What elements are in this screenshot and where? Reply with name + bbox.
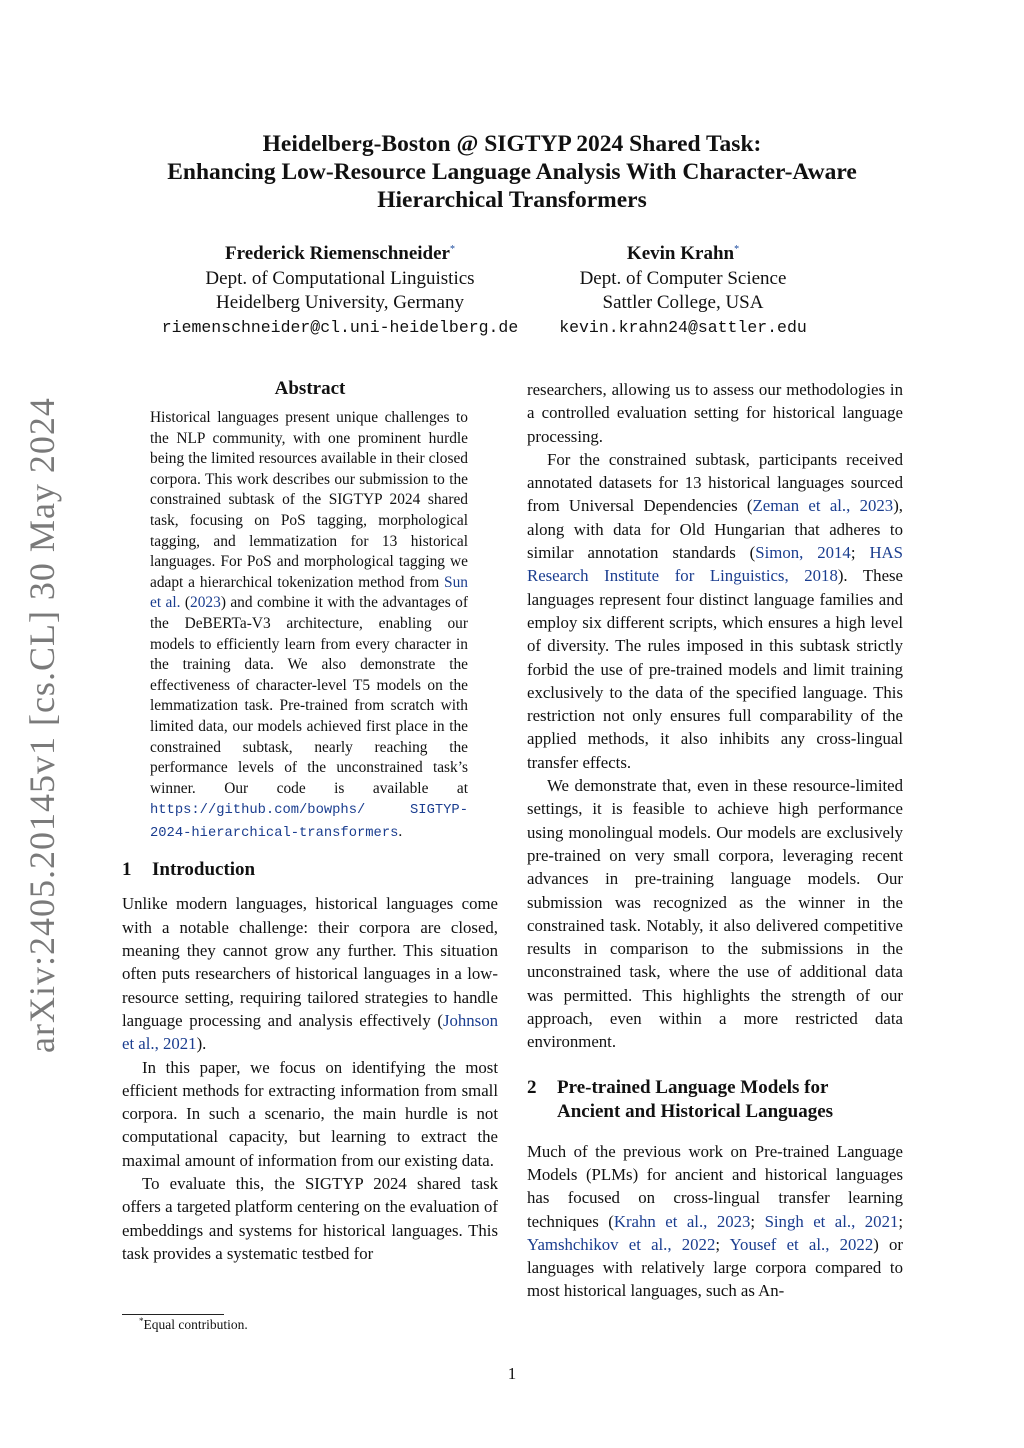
author-affiliation: Heidelberg University, Germany	[216, 292, 464, 313]
section-title	[557, 1076, 833, 1124]
abstract-heading: Abstract	[274, 378, 346, 399]
section-number: 1	[122, 859, 132, 881]
author-block-2	[533, 238, 833, 340]
section-number: 2	[527, 1076, 537, 1098]
footnote	[139, 1316, 248, 1333]
author-dept: Dept. of Computer Science	[579, 267, 787, 289]
section2-body	[527, 1140, 903, 1303]
code-url-link[interactable]: SIGTYP-2024-hierarchical-transformers	[150, 803, 468, 841]
section-heading-plms	[527, 1076, 903, 1124]
citation-link[interactable]: Simon, 2014	[755, 543, 851, 563]
paragraph-text: ;	[715, 1234, 730, 1254]
title-line-1: Heidelberg-Boston @ SIGTYP 2024 Shared Task:	[262, 131, 762, 157]
introduction-body	[122, 892, 498, 1265]
section-heading-introduction	[122, 858, 498, 882]
paragraph	[122, 892, 498, 1055]
abstract-text: .	[398, 822, 403, 840]
title-line-2: Enhancing Low-Resource Language Analysis With Character-Aware	[167, 159, 857, 185]
section-title: Introduction	[152, 859, 256, 881]
abstract-body	[150, 408, 468, 844]
section-title-line: Ancient and Historical Languages	[557, 1100, 834, 1122]
abstract-body-wrap	[122, 408, 498, 844]
paragraph	[527, 448, 903, 774]
left-column	[122, 378, 498, 1265]
citation-link[interactable]: 2023	[190, 594, 221, 612]
abstract-text: (	[180, 594, 191, 612]
abstract-text: Historical languages present unique challenges to the NLP community, with one prominent hurdle being the limited resources available in their closed corpora. This work describes our submission to the constrained subtask of the SIGTYP 2024 shared task, focusing on PoS tagging, morphological tagging, and lemmatization for 13 historical languages. For PoS and morphological tagging we adapt a hierarchical tokenization method from	[150, 409, 468, 591]
code-url-link[interactable]: https://github.com/bowphs/	[150, 803, 366, 819]
title-line-3: Hierarchical Transformers	[377, 187, 647, 213]
citation-link[interactable]: Sun et al.	[150, 573, 468, 612]
equal-contribution-mark[interactable]: *	[449, 244, 455, 255]
paragraph	[527, 1140, 903, 1303]
paragraph-text: ). These languages represent four distinct language families and employ six different scripts, which ensures a high level of diversity. The rules imposed in this subtask strictly forbid the use of pre-trained models and limit training exclusively to the data of the specified language. This restriction not only ensures full comparability of the applied methods, it also inhibits any cross-lingual transfer effects.	[527, 566, 904, 772]
citation-link[interactable]: Johnson et al., 2021	[122, 1010, 498, 1054]
footnote-rule	[122, 1314, 224, 1315]
paragraph: In this paper, we focus on identifying the most efficient methods for extracting information from small corpora. In such a scenario, the main hurdle is not computational capacity, but learning to extract the maximal amount of information from our existing data.	[122, 1057, 498, 1170]
author-name: Frederick Riemenschneider	[225, 243, 450, 264]
paper-title	[0, 130, 1024, 214]
paragraph-text: ;	[850, 543, 870, 563]
author-dept: Dept. of Computational Linguistics	[205, 267, 475, 289]
citation-link[interactable]: HAS Research Institute for Linguistics, 2018	[527, 543, 904, 586]
paragraph: researchers, allowing us to assess our methodologies in a controlled evaluation setting for historical language processing.	[527, 380, 903, 446]
author-email[interactable]: riemenschneider@cl.uni-heidelberg.de	[161, 317, 519, 337]
equal-contribution-mark[interactable]: *	[734, 244, 740, 255]
abstract-text: ) and combine it with the advantages of the DeBERTa-V3 architecture, enabling our models to efficiently learn from every character in the training data. We also demonstrate the effectiveness of character-level T5 models on the lemmatization task. Pre-trained from scratch with limited data, our models achieved first place in the constrained subtask, nearly reaching the performance levels of the unconstrained task’s winner. Our code is available at	[150, 594, 468, 797]
paragraph-text: ).	[196, 1034, 207, 1054]
arxiv-stamp: arXiv:2405.20145v1 [cs.CL] 30 May 2024	[22, 397, 62, 1053]
author-block-1	[140, 238, 540, 340]
paragraph-text: ) or languages with relatively large corpora compared to most historical languages, such as An-	[527, 1234, 903, 1301]
footnote-mark: *	[139, 1316, 144, 1326]
paragraph-text: ;	[750, 1211, 765, 1231]
author-email[interactable]: kevin.krahn24@sattler.edu	[559, 317, 807, 337]
citation-link[interactable]: Yamshchikov et al., 2022	[527, 1234, 716, 1254]
paragraph: We demonstrate that, even in these resource-limited settings, it is feasible to achieve high performance using monolingual models. Our models are exclusively pre-trained on very small corpora, leveraging recent advances in pre-training language models. Our submission was recognized as the winner in the constrained task. Notably, it also delivered competitive results in comparison to the submissions in the unconstrained task, where the use of additional data was permitted. This highlights the strength of our approach, even within a more restricted data environment.	[527, 776, 903, 1052]
citation-link[interactable]: Yousef et al., 2022	[729, 1234, 874, 1254]
citation-link[interactable]: Krahn et al., 2023	[613, 1211, 751, 1231]
citation-link[interactable]: Zeman et al., 2023	[752, 496, 894, 516]
paragraph-text: Much of the previous work on Pre-trained Language Models (PLMs) for ancient and historical languages has focused on cross-lingual transfer learning techniques (	[527, 1141, 903, 1231]
paragraph-text: Unlike modern languages, historical languages come with a notable challenge: their corpora are closed, meaning they cannot grow any further. This situation often puts researchers of historical languages in a low-resource setting, requiring tailored strategies to handle language processing and analysis effectively (	[122, 894, 498, 1030]
right-column	[527, 378, 903, 1303]
citation-link[interactable]: Singh et al., 2021	[764, 1211, 899, 1231]
paragraph: To evaluate this, the SIGTYP 2024 shared task offers a targeted platform centering on the evaluation of embeddings and systems for historical languages. This task provides a systematic testbed for	[122, 1174, 498, 1263]
section-title-line: Pre-trained Language Models for	[557, 1076, 829, 1098]
paragraph-text: For the constrained subtask, participants received annotated datasets for 13 historical languages sourced from Universal Dependencies (	[527, 449, 903, 516]
author-name: Kevin Krahn	[626, 243, 735, 264]
paragraph-text: ;	[898, 1211, 904, 1231]
page-number: 1	[507, 1364, 517, 1383]
footnote-text: Equal contribution.	[143, 1317, 248, 1332]
author-affiliation: Sattler College, USA	[602, 292, 764, 313]
paragraph-text: ), along with data for Old Hungarian that adheres to similar annotation standards (	[527, 496, 903, 563]
